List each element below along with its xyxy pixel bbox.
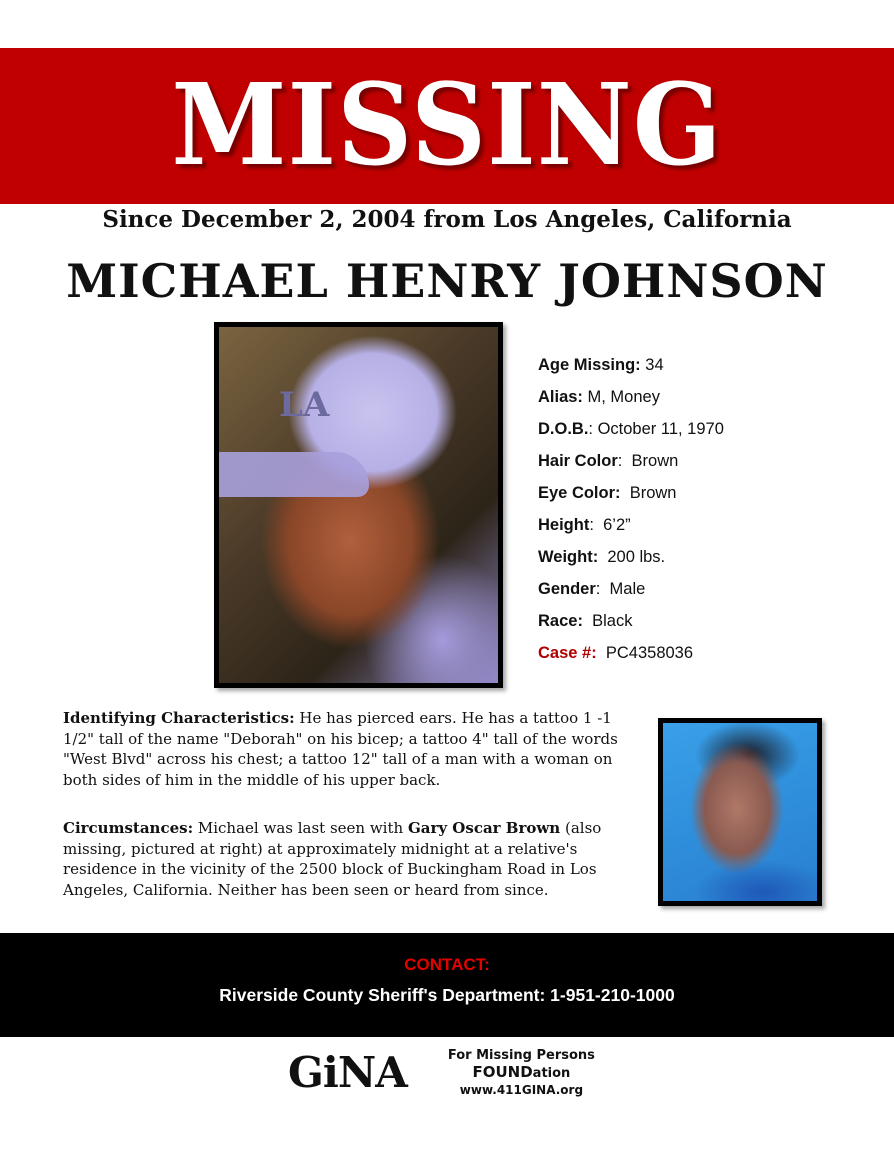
detail-label: Age Missing: [538, 356, 641, 374]
detail-hair-color [538, 448, 868, 480]
detail-label: Weight: [538, 548, 599, 566]
detail-label: Height [538, 516, 590, 534]
detail-label: Case #: [538, 644, 597, 662]
detail-label: Alias: [538, 388, 583, 406]
identifying-characteristics [63, 708, 641, 790]
gina-tagline [415, 1047, 628, 1082]
detail-value: : Male [595, 580, 646, 598]
gina-foundation-logo [288, 1048, 628, 1098]
photo-michael-johnson [214, 322, 503, 688]
circumstances-text-after: (also missing, pictured at right) at approximately midnight at a relative's residence in the vicinity of the 2500 block of Buckingham Road in Los Angeles, California. Neither has been seen or heard from since. [63, 819, 602, 899]
tagline-suffix: ation [532, 1066, 571, 1081]
detail-gender [538, 576, 868, 608]
cap-brim-shape [219, 452, 369, 497]
photo-gary-oscar-brown [658, 718, 822, 906]
missing-header-band [0, 48, 894, 204]
tagline-prefix: For Missing Persons [447, 1048, 595, 1063]
cap-logo: LA [279, 385, 330, 425]
detail-value: PC4358036 [596, 644, 694, 662]
detail-label: Eye Color: [538, 484, 621, 502]
gina-logo-text [415, 1047, 628, 1099]
tagline-found: FOUND [472, 1063, 533, 1081]
companion-name: Gary Oscar Brown [407, 819, 561, 837]
detail-label: Hair Color [538, 452, 618, 470]
contact-label: CONTACT: [404, 955, 490, 974]
detail-value: Brown [620, 484, 677, 502]
missing-since-subtitle: Since December 2, 2004 from Los Angeles, California [102, 206, 792, 233]
circumstances-label: Circumstances: [63, 819, 194, 837]
gina-url: www.411GINA.org [459, 1083, 584, 1097]
detail-value: : 6’2” [589, 516, 631, 534]
circumstances-text-before: Michael was last seen with [193, 819, 408, 837]
detail-value: 34 [640, 356, 664, 374]
detail-value: 200 lbs. [598, 548, 666, 566]
detail-dob [538, 416, 868, 448]
detail-label: D.O.B. [538, 420, 589, 438]
detail-value: Black [582, 612, 633, 630]
contact-band [0, 933, 894, 1037]
detail-age [538, 352, 868, 384]
detail-value: : October 11, 1970 [588, 420, 724, 438]
missing-title: MISSING [171, 57, 723, 191]
detail-alias [538, 384, 868, 416]
detail-height [538, 512, 868, 544]
detail-eye-color [538, 480, 868, 512]
detail-label: Race: [538, 612, 583, 630]
person-name: MICHAEL HENRY JOHNSON [66, 254, 828, 308]
detail-value: M, Money [582, 388, 660, 406]
details-list [538, 352, 868, 672]
detail-race [538, 608, 868, 640]
identifying-text: He has pierced ears. He has a tattoo 1 -1 1/2" tall of the name "Deborah" on his bicep; a tattoo 4" tall of the words "West Blvd" across his chest; a tattoo 12" tall of a man with a woman on both sides of him in the middle of his upper back. [63, 709, 618, 789]
circumstances [63, 818, 635, 900]
detail-case-number [538, 640, 868, 672]
detail-value: : Brown [617, 452, 679, 470]
gina-logo-wordmark: GiNA [288, 1048, 407, 1097]
contact-info: Riverside County Sheriff's Department: 1-951-210-1000 [219, 985, 675, 1005]
detail-weight [538, 544, 868, 576]
detail-label: Gender [538, 580, 596, 598]
identifying-label: Identifying Characteristics: [63, 709, 295, 727]
